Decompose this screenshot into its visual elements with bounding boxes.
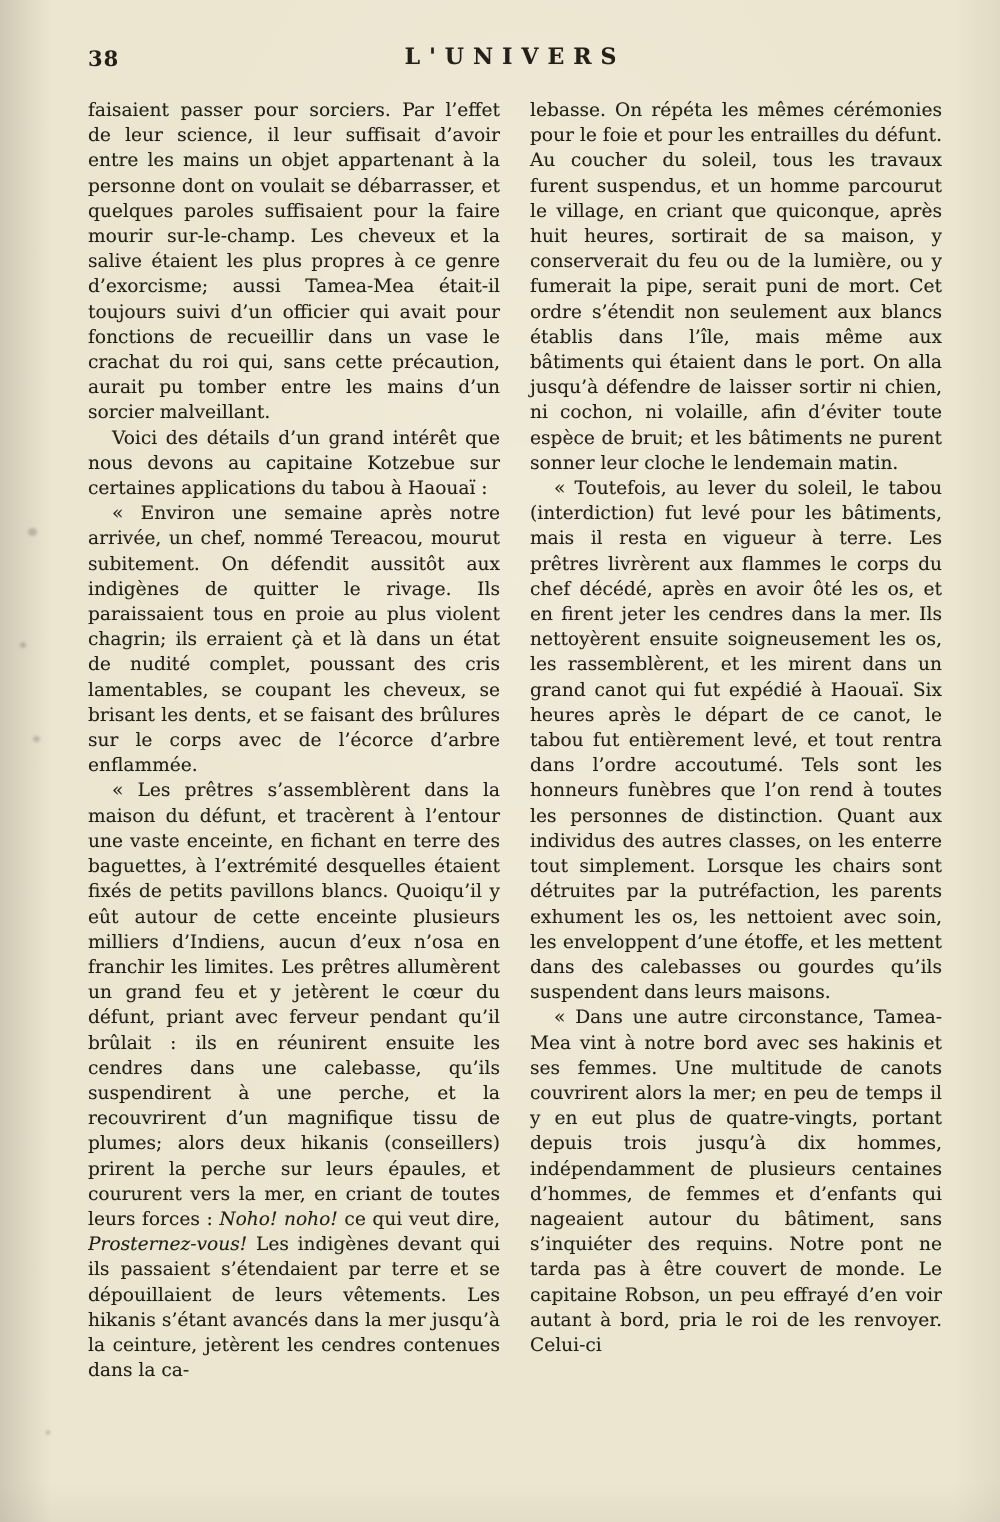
text-run: faisaient passer pour sorciers. Par l’effet de leur science, il leur suffisait d’avoir entre les mains un objet appartenant à la personne dont on voulait se débarrasser, et quelques paroles suffisaient pour la faire mourir sur-le-champ. Les cheveux et la salive étaient les plus propres à ce genre d’exorcisme; aussi Tamea-Mea était-il toujours suivi d’un officier qui avait pour fonctions de recueillir dans un vase le crachat du roi qui, sans cette précaution, aurait pu tomber entre les mains d’un sorcier malveillant. bbox=[88, 100, 500, 424]
scan-speck bbox=[28, 528, 37, 536]
running-title: L'UNIVERS bbox=[404, 44, 626, 70]
right-column bbox=[530, 98, 942, 1488]
paragraph bbox=[88, 778, 500, 1383]
text-run: ce qui veut dire, bbox=[337, 1208, 501, 1230]
paragraph bbox=[530, 1005, 942, 1358]
paragraph bbox=[88, 501, 500, 778]
page-number: 38 bbox=[88, 46, 120, 71]
paragraph bbox=[530, 98, 942, 476]
text-run: « Environ une semaine après notre arrivée, un chef, nommé Tereacou, mourut subitement. On défendit aussitôt aux indigènes de quitter le rivage. Ils paraissaient tous en proie au plus violent chagrin; ils erraient çà et là dans un état de nudité complet, poussant des cris lamentables, se coupant les cheveux, se brisant les dents, et se faisant des brûlures sur le corps avec de l’écorce d’arbre enflammée. bbox=[88, 503, 500, 777]
text-run: Voici des détails d’un grand intérêt que nous devons au capitaine Kotzebue sur certaines applications du tabou à Haouaï : bbox=[88, 427, 500, 500]
paragraph bbox=[88, 98, 500, 426]
left-column bbox=[88, 98, 500, 1488]
text-body bbox=[88, 98, 942, 1488]
page-header bbox=[88, 44, 942, 74]
italic-text-run: Noho! noho! bbox=[219, 1208, 338, 1230]
italic-text-run: Prosternez-vous! bbox=[88, 1234, 248, 1256]
scan-speck bbox=[46, 1430, 50, 1435]
text-run: lebasse. On répéta les mêmes cérémonies pour le foie et pour les entrailles du défunt. Au coucher du soleil, tous les travaux furent suspendus, et un homme parcourut le village, en criant que quiconque, après huit heures, sortirait de sa maison, y conserverait du feu ou de la lumière, ou y fumerait la pipe, serait puni de mort. Cet ordre s’étendit non seulement aux blancs établis dans l’île, mais même aux bâtiments qui étaient dans le port. On alla jusqu’à défendre de laisser sortir ni chien, ni cochon, ni volaille, afin d’éviter toute espèce de bruit; et les bâtiments ne purent sonner leur cloche le lendemain matin. bbox=[530, 100, 942, 474]
scan-speck bbox=[20, 642, 26, 648]
text-run: « Dans une autre circonstance, Tamea-Mea vint à notre bord avec ses hakinis et ses femmes. Une multitude de canots couvrirent alors la mer; en peu de temps il y en eut plus de quatre-vingts, portant depuis trois jusqu’à dix hommes, indépendamment de plusieurs centaines d’hommes, de femmes et d’enfants qui nageaient autour du bâtiment, sans s’inquiéter des requins. Notre pont ne tarda pas à être couvert de monde. Le capitaine Robson, un peu effrayé d’en voir autant à bord, pria le roi de les renvoyer. Celui-ci bbox=[530, 1007, 942, 1356]
paragraph bbox=[530, 476, 942, 1005]
text-run: « Toutefois, au lever du soleil, le tabou (interdiction) fut levé pour les bâtiments, mais il resta en vigueur à terre. Les prêtres livrèrent aux flammes le corps du chef décédé, après en avoir ôté les os, et en firent jeter les cendres dans la mer. Ils nettoyèrent ensuite soigneusement les os, les rassemblèrent, et les mirent dans un grand canot qui fut expédié à Haouaï. Six heures après le départ de ce canot, le tabou fut entièrement levé, et tout rentra dans l’ordre accoutumé. Tels sont les honneurs funèbres que l’on rend à toutes les personnes de distinction. Quant aux individus des autres classes, on les enterre tout simplement. Lorsque les chairs sont détruites par la putréfaction, les parents exhument les os, les nettoient avec soin, les enveloppent d’une étoffe, et les mettent dans des calebasses ou gourdes qu’ils suspendent dans leurs maisons. bbox=[530, 478, 942, 1004]
scan-speck bbox=[33, 736, 40, 742]
paragraph bbox=[88, 426, 500, 502]
text-run: Les indigènes devant qui ils passaient s’étendaient par terre et se dépouillaient de leurs vêtements. Les hikanis s’étant avancés dans la mer jusqu’à la ceinture, jetèrent les cendres contenues dans la ca- bbox=[88, 1234, 500, 1382]
text-run: « Les prêtres s’assemblèrent dans la maison du défunt, et tracèrent à l’entour une vaste enceinte, en fichant en terre des baguettes, à l’extrémité desquelles étaient fixés de petits pavillons blancs. Quoiqu’il y eût autour de cette enceinte plusieurs milliers d’Indiens, aucun d’eux n’osa en franchir les limites. Les prêtres allumèrent un grand feu et y jetèrent le cœur du défunt, priant avec ferveur pendant qu’il brûlait : ils en réunirent ensuite les cendres dans une calebasse, qu’ils suspendirent à une perche, et la recouvrirent d’un magnifique tissu de plumes; alors deux hikanis (conseillers) prirent la perche sur leurs épaules, et coururent vers la mer, en criant de toutes leurs forces : bbox=[88, 780, 500, 1230]
